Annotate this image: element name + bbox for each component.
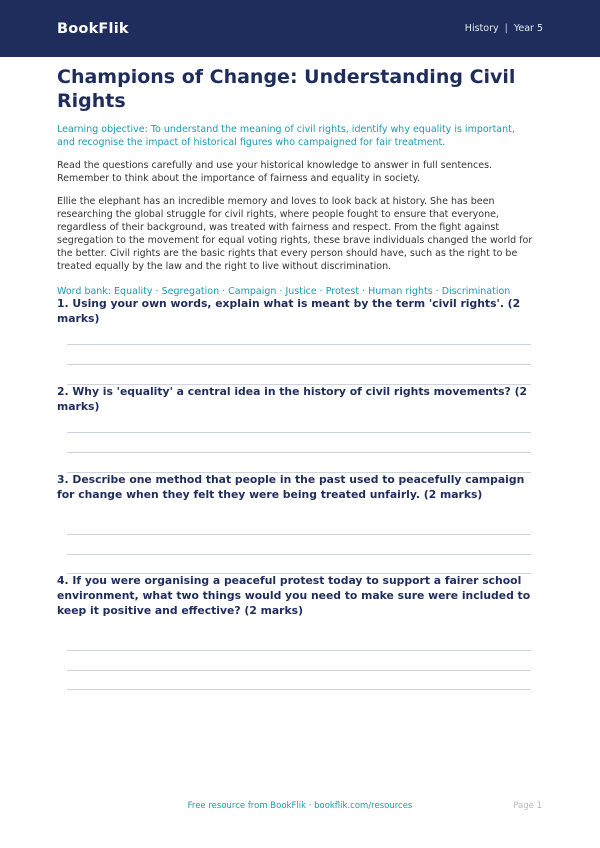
answer-line[interactable] <box>67 670 531 671</box>
answer-line[interactable] <box>67 364 531 365</box>
question-4 <box>57 573 533 618</box>
answer-line[interactable] <box>67 534 531 535</box>
footer-source: Free resource from BookFlik · bookflik.com/resources <box>187 801 413 811</box>
answer-line[interactable] <box>67 554 531 555</box>
answer-line[interactable] <box>67 650 531 651</box>
brand-logo: BookFlik <box>57 20 129 37</box>
answer-line[interactable] <box>67 344 531 345</box>
question-text: 3. Describe one method that people in the past used to peacefully campaign for change when they felt they were being treated unfairly. (2 marks) <box>57 473 525 501</box>
meta-separator: | <box>504 23 508 34</box>
word-bank: Word bank: Equality · Segregation · Campaign · Justice · Protest · Human rights · Discrimination <box>57 286 511 297</box>
question-text: 2. Why is 'equality' a central idea in the history of civil rights movements? (2 marks) <box>57 385 528 413</box>
answer-line[interactable] <box>67 432 531 433</box>
subject-label: History <box>464 23 499 34</box>
subject-meta <box>465 23 543 34</box>
year-label: Year 5 <box>513 23 543 34</box>
header-bar <box>0 0 600 57</box>
instructions: Read the questions carefully and use your historical knowledge to answer in full sentences. Remember to think about the importance of fairness and equality in society. <box>57 160 493 184</box>
question-2 <box>57 384 533 414</box>
learning-objective: Learning objective: To understand the meaning of civil rights, identify why equality is important, and recognise the impact of historical figures who campaigned for fair treatment. <box>57 124 515 148</box>
question-text: 4. If you were organising a peaceful protest today to support a fairer school environment, what two things would you need to make sure were included to keep it positive and effective? (2 marks) <box>57 574 531 617</box>
worksheet-intro <box>57 65 533 298</box>
reading-passage: Ellie the elephant has an incredible memory and loves to look back at history. She has been researching the global struggle for civil rights, where people fought to ensure that everyone, regardless of their background, was treated with fairness and respect. From the fight against segregation to the movement for equal voting rights, these brave individuals changed the world for the better. Civil rights are the basic rights that every person should have, such as the right to be treated equally by the law and the right to live without discrimination. <box>57 196 533 272</box>
footer <box>0 801 600 815</box>
page-number: Page 1 <box>513 801 542 811</box>
question-3 <box>57 472 533 502</box>
question-1 <box>57 296 533 326</box>
question-text: 1. Using your own words, explain what is meant by the term 'civil rights'. (2 marks) <box>57 297 521 325</box>
answer-line[interactable] <box>67 452 531 453</box>
answer-line[interactable] <box>67 689 531 690</box>
page-title: Champions of Change: Understanding Civil Rights <box>57 66 516 112</box>
